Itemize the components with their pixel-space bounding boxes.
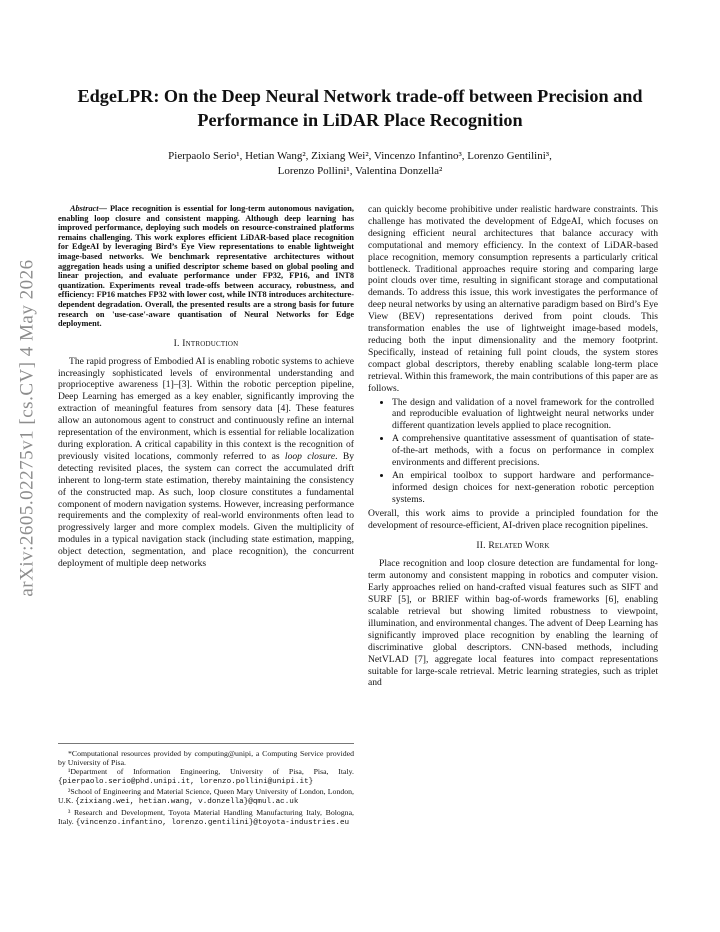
footnote-3-text: ³ Research and Development, Toyota Material Handling Manufacturing Italy, Bologna, Italy.: [58, 807, 354, 826]
footnote-2-emails: {zixiang.wei, hetian.wang, v.donzella}@qmul.ac.uk: [75, 798, 299, 807]
left-column: [58, 204, 354, 570]
intro-text-b: . By detecting revisited places, the system can correct the accumulated drift inherent to long-term state estimation, thereby maintaining the consistency of the constructed map. As such, loop closure constitutes a fundamental component of modern navigation systems. However, increasing performance requirements and the complexity of real-world environments often lead to progressively larger and more complex models. Given the multiplicity of modules in a typical navigation stack (including state estimation, mapping, object detection, segmentation, and place recognition), the concurrent deployment of multiple deep networks: [58, 450, 355, 570]
contribution-item: • The design and validation of a novel framework for the controlled and reproducible evaluation of lightweight neural networks under different quantization levels applied to place recognition.: [392, 397, 658, 433]
section-heading-related-work: II. Related Work: [476, 540, 550, 552]
footnote-3-emails: {vincenzo.infantino, lorenzo.gentilini}@toyota-industries.eu: [75, 818, 350, 827]
intro-conclusion: Overall, this work aims to provide a principled foundation for the development of resource-efficient, AI-driven place recognition pipelines.: [368, 507, 658, 531]
intro-paragraph: [58, 356, 354, 570]
contribution-list: [368, 397, 658, 506]
right-column: [368, 204, 658, 689]
arxiv-identifier: arXiv:2605.02275v1 [cs.CV] 4 May 2026: [17, 259, 38, 597]
footnote-affiliation-2: [58, 787, 354, 807]
paper-title: EdgeLPR: On the Deep Neural Network trade-off between Precision and Performance in LiDAR Place Recognition: [77, 86, 643, 130]
intro-continuation: can quickly become prohibitive under realistic hardware constraints. This challenge has motivated the development of EdgeAI, which focuses on designing efficient neural architectures that balance accuracy with computational and memory efficiency. In the context of LiDAR-based place recognition, memory consumption represents a particularly critical bottleneck. Traditional approaches require storing and comparing large point clouds over time, resulting in significant storage and computational demands. To address this issue, this work investigates the performance of deep neural networks by using an alternative paradigm based on Bird’s Eye View (BEV) representations derived from point clouds. This transformation enables the use of lightweight image-based models, reducing both the input dimensionality and the memory footprint. Specifically, instead of retaining full point clouds, the system stores compact global descriptors, thereby enabling scalable long-term place retrieval. Within this framework, the main contributions of this paper are as follows.: [368, 204, 658, 394]
contribution-item: • An empirical toolbox to support hardware and performance-informed design choices for next-generation robotic perception systems.: [392, 470, 658, 506]
related-work-paragraph: Place recognition and loop closure detection are fundamental for long-term autonomy and consistent mapping in robotics and computer vision. Early approaches relied on hand-crafted visual features such as SIFT and SURF [5], or BRIEF within bag-of-words frameworks [6], enabling scalable retrieval but showing limited robustness to viewpoint, illumination, and environmental changes. The advent of Deep Learning has significantly improved place recognition by enabling the learning of discriminative global descriptors. CNN-based methods, including NetVLAD [7], aggregate local features into compact representations suitable for large-scale retrieval. Metric learning strategies, such as triplet and: [368, 558, 658, 689]
author-line-1: Pierpaolo Serio¹, Hetian Wang², Zixiang Wei², Vincenzo Infantino³, Lorenzo Gentilini³,: [168, 150, 552, 162]
footnote-affiliation-3: [58, 808, 354, 828]
author-line-2: Lorenzo Pollini¹, Valentina Donzella²: [277, 165, 443, 177]
footnotes: [58, 743, 354, 828]
section-heading-introduction: I. Introduction: [173, 337, 239, 349]
footnote-1-emails: {pierpaolo.serio@phd.unipi.it, lorenzo.pollini@unipi.it}: [58, 778, 314, 787]
footnote-computing: *Computational resources provided by computing@unipi, a Computing Service provided by University of Pisa.: [58, 749, 354, 768]
footnote-affiliation-1: [58, 767, 354, 787]
author-list: [90, 149, 630, 179]
footnote-2-text: ²School of Engineering and Material Science, Queen Mary University of London, London, U.K.: [58, 787, 354, 806]
footnote-1-text: ¹Department of Information Engineering, University of Pisa, Pisa, Italy.: [68, 767, 354, 777]
abstract-label: Abstract: [70, 204, 99, 213]
intro-text-a: The rapid progress of Embodied AI is enabling robotic systems to achieve increasingly sophisticated levels of environmental understanding and proprioceptive awareness [1]–[3]. Within the robotic perception pipeline, Deep Learning has emerged as a key enabler, significantly improving the extraction of meaningful features from sensory data [4]. These features allow an autonomous agent to construct and continuously refine an internal representation of the environment, which is essential for reliable localization during exploration. A critical capability in this context is the recognition of previously visited locations, commonly referred to as: [58, 355, 354, 462]
loop-closure-term: loop closure: [284, 450, 336, 462]
abstract-text: — Place recognition is essential for long-term autonomous navigation, enabling loop closure and consistent mapping. Although deep learning has improved performance, deploying such models on resource-constrained platforms remains challenging. This work explores efficient LiDAR-based place recognition for EdgeAI by leveraging Bird’s Eye View representations to enable lightweight image-based networks. We benchmark representative architectures without aggregation heads using a unified descriptor scheme based on global pooling and linear projection, and evaluate performance under FP32, FP16, and INT8 quantization. Experiments reveal trade-offs between accuracy, robustness, and efficiency: FP16 matches FP32 with lower cost, while INT8 introduces architecture-dependent degradation. Overall, the presented results are a strong basis for future research on 'use-case'-aware quantisation of Neural Networks for Edge deployment.: [58, 204, 354, 329]
contribution-item: • A comprehensive quantitative assessment of quantisation of state-of-the-art methods, with a focus on performance in complex environments and different precisions.: [392, 433, 658, 469]
arxiv-stamp: [8, 178, 48, 678]
abstract: [58, 204, 354, 329]
